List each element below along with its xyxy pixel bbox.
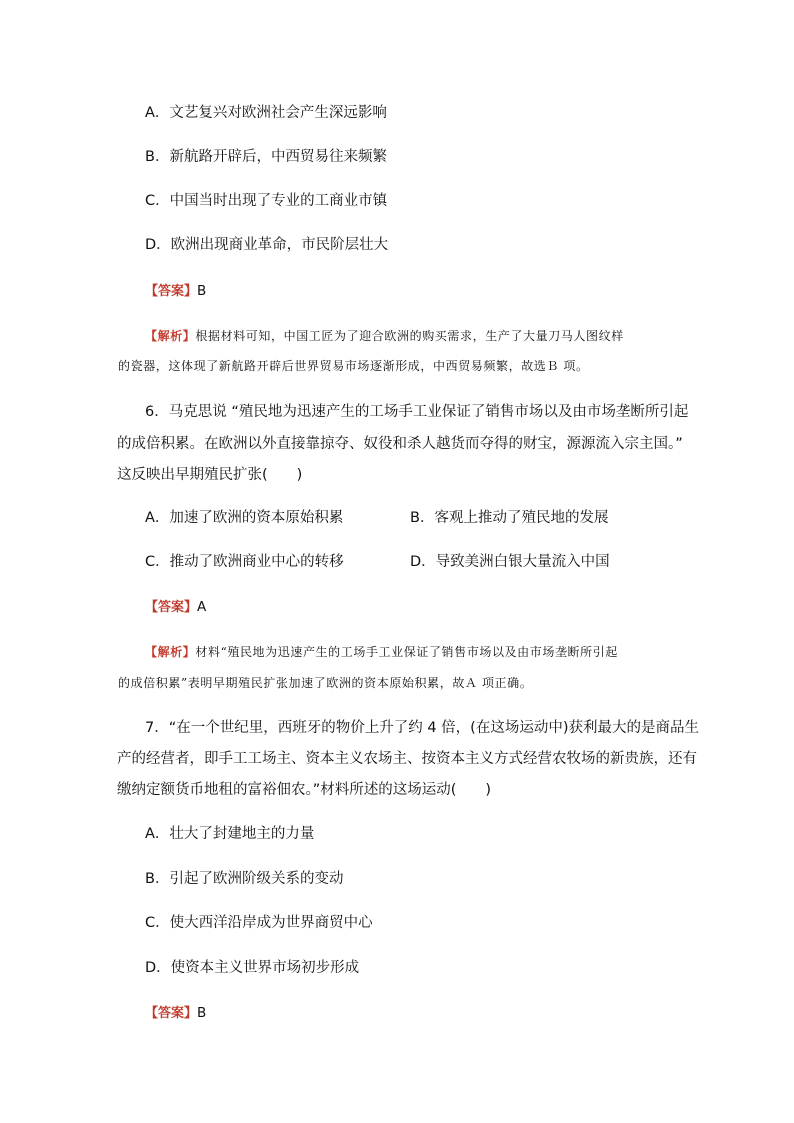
q7-option-c: C．使大西洋沿岸成为世界商贸中心 xyxy=(145,915,373,931)
answer-tag: 【答案】 xyxy=(145,284,198,299)
q6-option-a: A．加速了欧洲的资本原始积累 xyxy=(145,510,344,526)
q6-option-b: B．客观上推动了殖民地的发展 xyxy=(410,510,609,526)
q6-stem-line-3: 这反映出早期殖民扩张( ) xyxy=(117,467,303,483)
q6-answer xyxy=(145,597,206,618)
q7-stem-line-3: 缴纳定额货币地租的富裕佃农。”材料所述的这场运动( ) xyxy=(117,782,492,798)
q6-option-d: D．导致美洲白银大量流入中国 xyxy=(410,554,610,570)
explanation-tag: 【解析】 xyxy=(145,645,196,659)
q7-option-a: A．壮大了封建地主的力量 xyxy=(145,826,315,842)
q5-explanation-line-2: 的瓷器，这体现了新航路开辟后世界贸易市场逐渐形成，中西贸易频繁，故选Ｂ 项。 xyxy=(118,359,589,373)
q5-explanation-line-1: 【解析】根据材料可知，中国工匠为了迎合欧洲的购买需求，生产了大量刀马人图纹样 xyxy=(145,329,624,343)
q7-answer xyxy=(145,1003,206,1024)
q7-option-d: D．使资本主义世界市场初步形成 xyxy=(145,960,360,976)
q6-option-c: C．推动了欧洲商业中心的转移 xyxy=(145,554,344,570)
q6-explanation-line-2: 的成倍积累”表明早期殖民扩张加速了欧洲的资本原始积累，故Ａ 项正确。 xyxy=(118,676,533,690)
q5-option-b: B．新航路开辟后，中西贸易往来频繁 xyxy=(145,149,387,165)
q5-answer xyxy=(145,281,206,302)
q5-option-d: D．欧洲出现商业革命，市民阶层壮大 xyxy=(145,237,389,253)
answer-value: B xyxy=(197,1005,207,1021)
q7-stem-line-1: 7．“在一个世纪里，西班牙的物价上升了约 4 倍，(在这场运动中)获利最大的是商品生 xyxy=(145,720,699,736)
q5-option-c: C．中国当时出现了专业的工商业市镇 xyxy=(145,193,388,209)
answer-tag: 【答案】 xyxy=(145,600,198,615)
q7-stem-line-2: 产的经营者，即手工工场主、资本主义农场主、按资本主义方式经营农牧场的新贵族，还有 xyxy=(117,751,697,767)
q7-option-b: B．引起了欧洲阶级关系的变动 xyxy=(145,871,344,887)
q6-stem-line-2: 的成倍积累。在欧洲以外直接靠掠夺、奴役和杀人越货而夺得的财宝，源源流入宗主国。” xyxy=(117,436,683,452)
answer-tag: 【答案】 xyxy=(145,1006,198,1021)
q6-explanation-line-1: 【解析】材料“殖民地为迅速产生的工场手工业保证了销售市场以及由市场垄断所引起 xyxy=(145,645,618,659)
answer-value: A xyxy=(197,599,207,615)
answer-value: B xyxy=(197,283,207,299)
q5-option-a: A．文艺复兴对欧洲社会产生深远影响 xyxy=(145,105,387,121)
explanation-tag: 【解析】 xyxy=(145,329,196,343)
q6-stem-line-1: 6．马克思说 “殖民地为迅速产生的工场手工业保证了销售市场以及由市场垄断所引起 xyxy=(145,404,689,420)
